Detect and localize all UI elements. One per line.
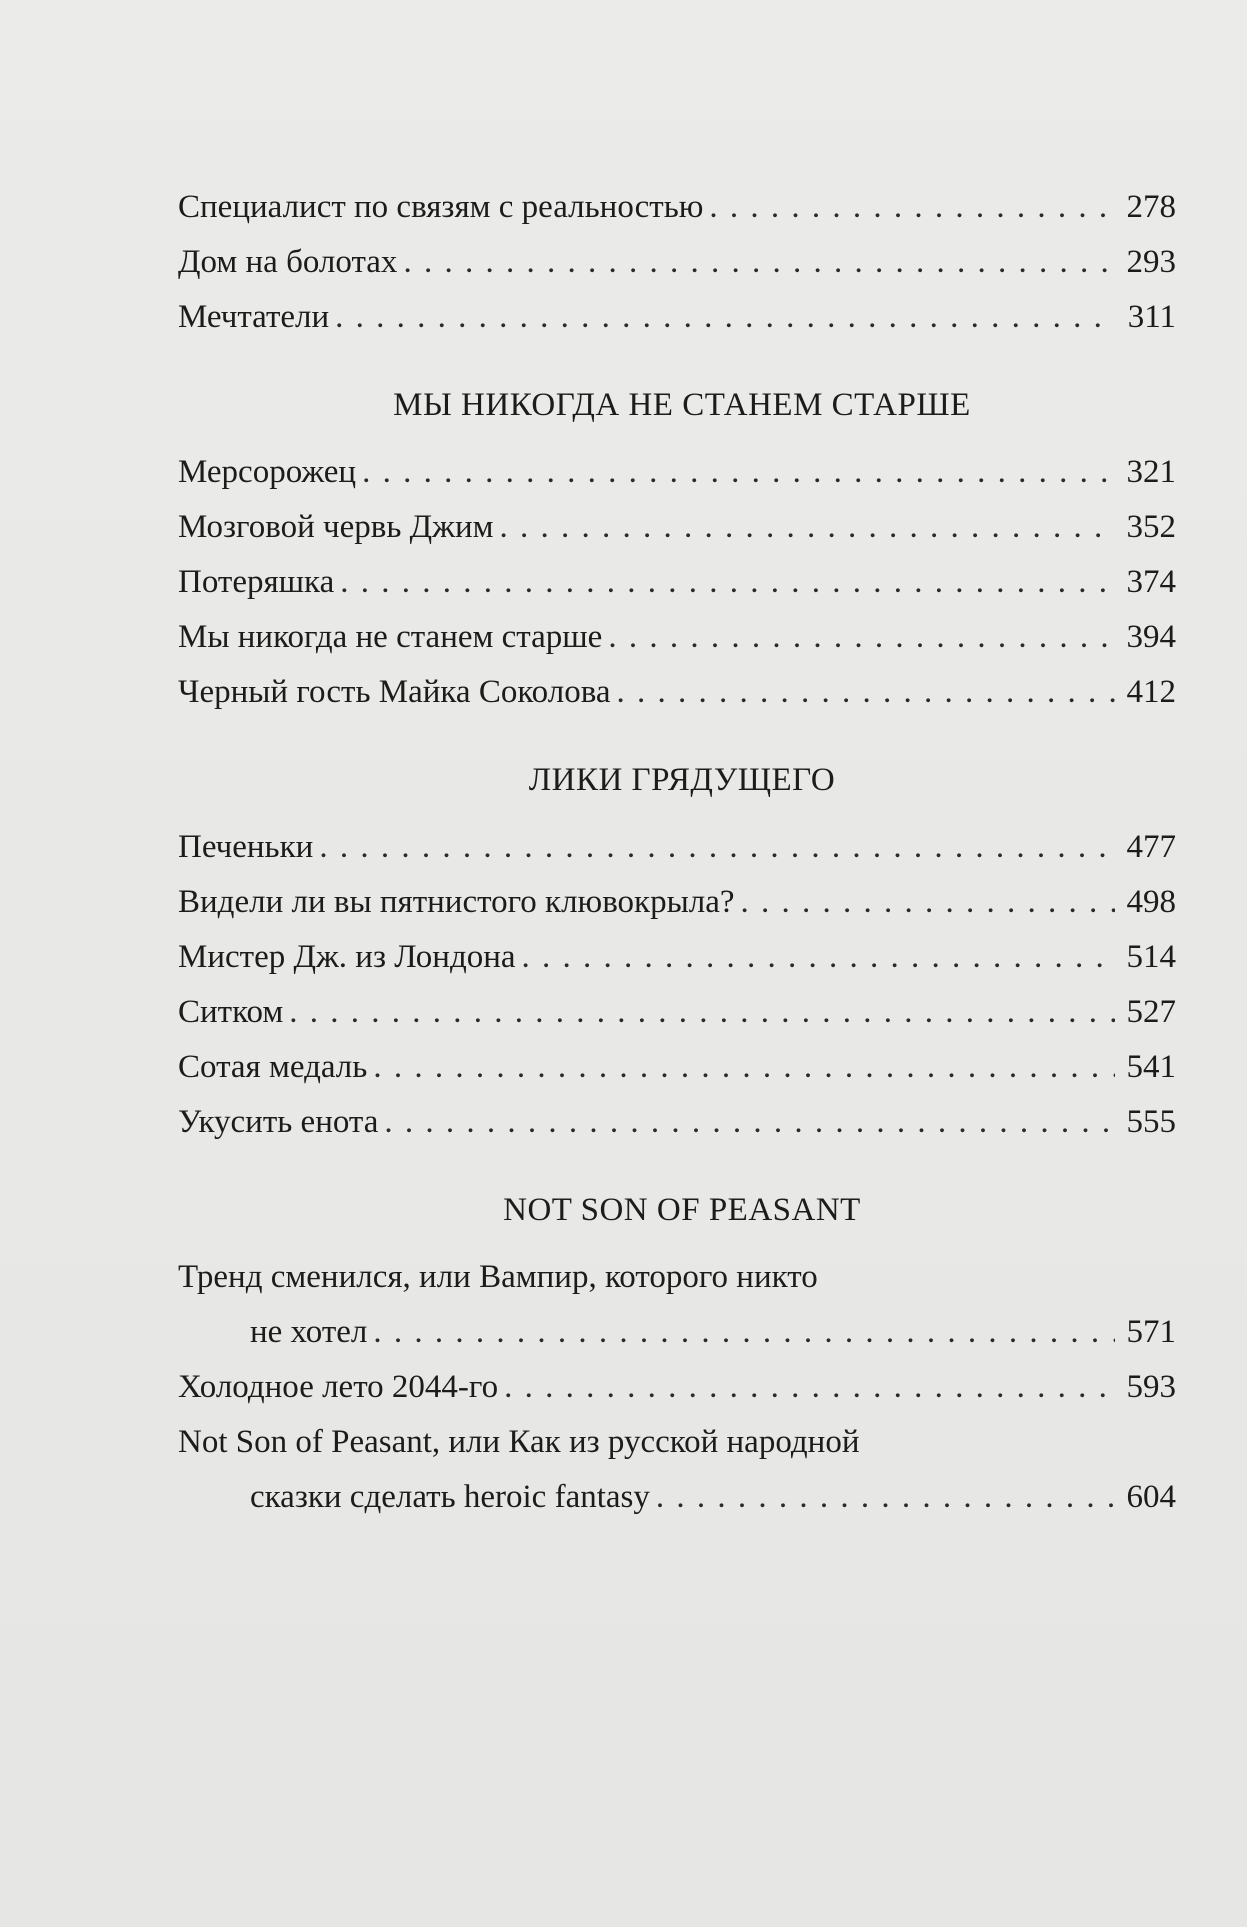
toc-entry-title: Видели ли вы пятнистого клювокрыла?: [178, 884, 735, 920]
toc-entry-title: сказки сделать heroic fantasy: [250, 1479, 650, 1515]
toc-entry-page: 321: [1126, 454, 1176, 490]
toc-entry: [178, 500, 1176, 555]
section-heading: ЛИКИ ГРЯДУЩЕГО: [528, 762, 836, 798]
toc-entry-page: 394: [1126, 619, 1176, 655]
toc-entry: [178, 875, 1176, 930]
toc-entry-page: 311: [1127, 299, 1176, 335]
toc-entry-page: 293: [1126, 244, 1176, 280]
dot-leader: [384, 1095, 1114, 1150]
dot-leader: [504, 1360, 1114, 1415]
toc-entry-multiline: [178, 1415, 1176, 1525]
dot-leader: [617, 665, 1115, 720]
dot-leader: [500, 500, 1115, 555]
section-heading: МЫ НИКОГДА НЕ СТАНЕМ СТАРШЕ: [393, 387, 971, 423]
dot-leader: [319, 820, 1114, 875]
toc-entry-title: Специалист по связям с реальностью: [178, 189, 704, 225]
dot-leader: [656, 1470, 1115, 1525]
toc-entry: [178, 1360, 1176, 1415]
toc-entry-page: 604: [1126, 1479, 1176, 1515]
dot-leader: [340, 555, 1114, 610]
dot-leader: [403, 235, 1114, 290]
toc-group-continued: [178, 180, 1176, 345]
toc-entry: [178, 235, 1176, 290]
toc-entry-title: Черный гость Майка Соколова: [178, 674, 611, 710]
toc-entry-title: Печеньки: [178, 829, 314, 865]
dot-leader: [373, 1305, 1114, 1360]
toc-entry-multiline: [178, 1250, 1176, 1360]
toc-entry-page: 527: [1126, 994, 1176, 1030]
dot-leader: [373, 1040, 1114, 1095]
toc-entry-title-line1: Тренд сменился, или Вампир, которого никто: [178, 1259, 818, 1295]
dot-leader: [608, 610, 1114, 665]
toc-entry-page: 278: [1126, 189, 1176, 225]
toc-entry-title-line1: Not Son of Peasant, или Как из русской народной: [178, 1424, 860, 1460]
toc-entry-title: Мистер Дж. из Лондона: [178, 939, 516, 975]
toc-entry: [178, 610, 1176, 665]
toc-entry-page: 555: [1126, 1104, 1176, 1140]
toc-entry: [178, 820, 1176, 875]
dot-leader: [335, 290, 1116, 345]
toc-entry: [178, 1470, 1176, 1525]
toc-entry-page: 374: [1126, 564, 1176, 600]
toc-group: [178, 1250, 1176, 1525]
toc-entry-title: Холодное лето 2044-го: [178, 1369, 499, 1405]
toc-entry: [178, 445, 1176, 500]
toc-entry-title: Мерсорожец: [178, 454, 357, 490]
toc-entry: [178, 1040, 1176, 1095]
toc-entry: [178, 985, 1176, 1040]
toc-entry-title: Мечтатели: [178, 299, 330, 335]
toc-entry-title: Дом на болотах: [178, 244, 398, 280]
toc-entry: [178, 1095, 1176, 1150]
toc-entry-page: 477: [1126, 829, 1176, 865]
table-of-contents: [178, 180, 1176, 1525]
toc-entry-page: 352: [1126, 509, 1176, 545]
dot-leader: [289, 985, 1114, 1040]
toc-group: [178, 820, 1176, 1150]
toc-entry-page: 593: [1126, 1369, 1176, 1405]
toc-entry-title: Укусить енота: [178, 1104, 379, 1140]
toc-entry: [178, 665, 1176, 720]
dot-leader: [522, 930, 1115, 985]
toc-entry-title: Потеряшка: [178, 564, 335, 600]
toc-entry-title: Сотая медаль: [178, 1049, 368, 1085]
toc-entry-page: 571: [1126, 1314, 1176, 1350]
toc-group: [178, 445, 1176, 720]
toc-entry-page: 498: [1126, 884, 1176, 920]
section-heading: NOT SON OF PEASANT: [503, 1192, 861, 1228]
toc-entry-title: Мы никогда не станем старше: [178, 619, 603, 655]
dot-leader: [709, 180, 1114, 235]
toc-entry-title: Мозговой червь Джим: [178, 509, 494, 545]
toc-entry-page: 514: [1126, 939, 1176, 975]
toc-entry: [178, 1305, 1176, 1360]
toc-entry-page: 541: [1126, 1049, 1176, 1085]
toc-entry-title: Ситком: [178, 994, 284, 1030]
toc-entry: [178, 180, 1176, 235]
toc-entry: [178, 290, 1176, 345]
toc-entry: [178, 555, 1176, 610]
toc-entry-page: 412: [1126, 674, 1176, 710]
toc-entry-title: не хотел: [250, 1314, 368, 1350]
dot-leader: [741, 875, 1115, 930]
toc-entry: [178, 930, 1176, 985]
dot-leader: [362, 445, 1114, 500]
